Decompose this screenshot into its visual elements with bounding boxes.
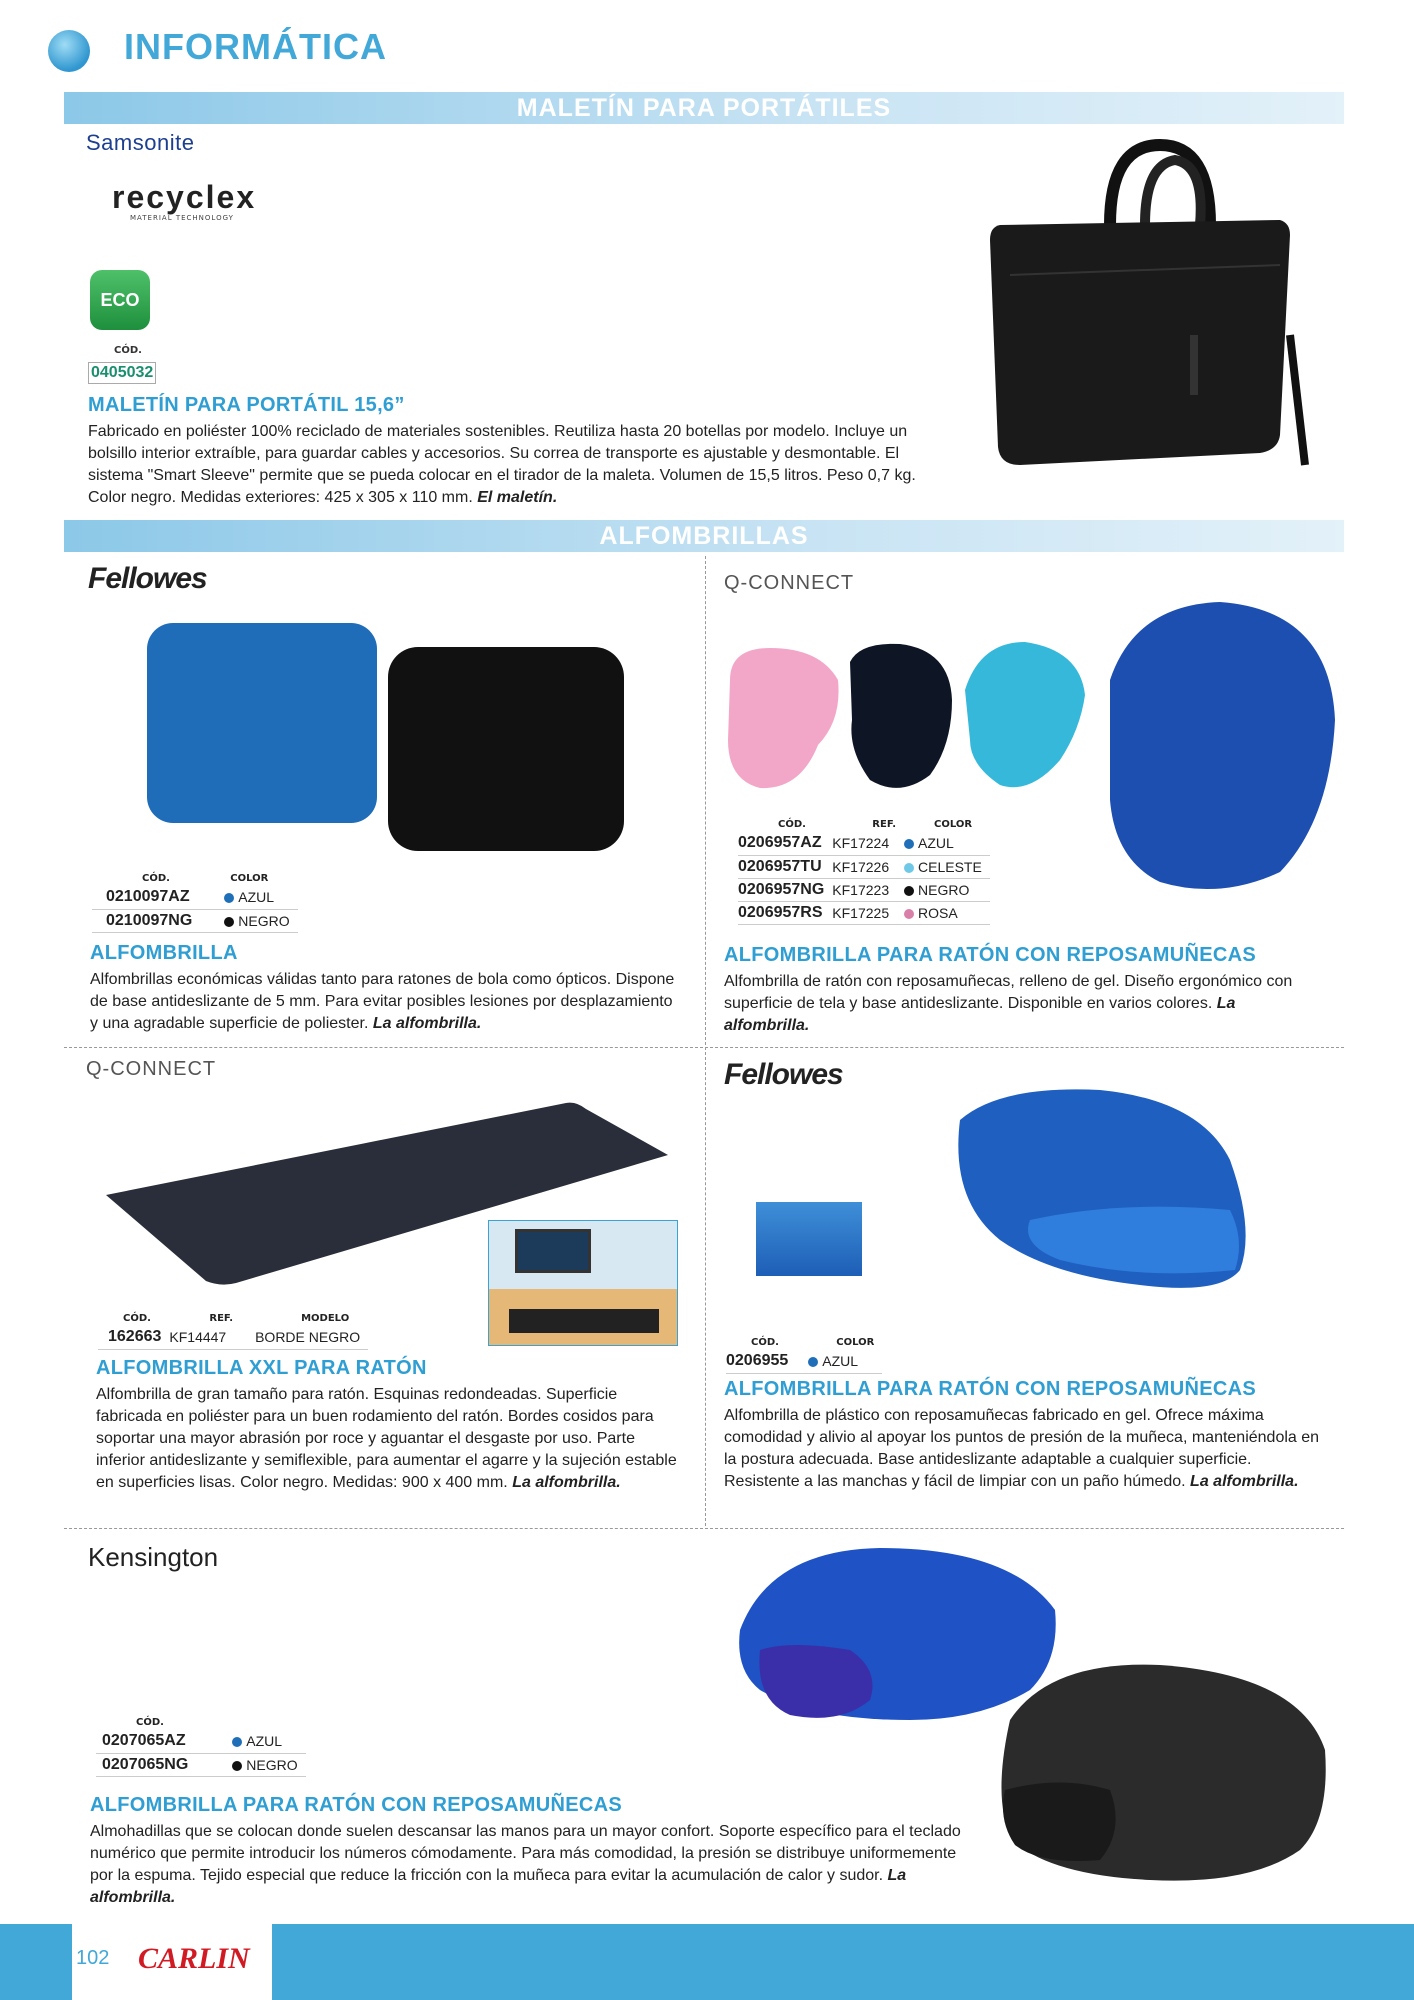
code-table: CÓD. REF. MODELO 162663 KF14447 BORDE NEGRO xyxy=(98,1306,368,1350)
gel-pad-image xyxy=(940,1080,1260,1300)
product-title: MALETÍN PARA PORTÁTIL 15,6” xyxy=(88,394,405,416)
grid-divider-vertical xyxy=(705,556,706,1526)
grid-divider-1 xyxy=(64,1047,1344,1048)
code-table: CÓD. COLOR 0210097AZ AZUL 0210097NG NEGRO xyxy=(92,866,298,933)
qconnect-logo: Q-CONNECT xyxy=(724,572,855,594)
product-description: Alfombrilla de gran tamaño para ratón. Esquinas redondeadas. Superficie fabricada en poliéster para un buen rodamiento del ratón. Bordes cosidos para soportar una mayor abrasión por roce y aguantar el desgaste por uso. Parte inferior antideslizante y semiflexible, para aumentar el agarre y la sujeción estable en superficies lisas. Color negro. Medidas: 900 x 400 mm. La alfombrilla. xyxy=(96,1386,677,1491)
section-band-bag: MALETÍN PARA PORTÁTILES xyxy=(64,92,1344,124)
color-dot xyxy=(232,1737,242,1747)
product-description: Almohadillas que se colocan donde suelen descansar las manos para un mayor confort. Soporte específico para el teclado numérico que permite introducir los números cómodamente. Para más comodidad, la presión se distribuye uniformemente por la espuma. Tejido especial que reduce la fricción con la muñeca para evitar la acumulación de calor y sudor. La alfombrilla. xyxy=(90,1823,961,1906)
code-table: CÓD. REF. COLOR 0206957AZ KF17224 AZUL 0206957TU KF17226 CELESTE 0206957NG KF17223 NEGRO 0206957RS KF17225 ROSA xyxy=(738,812,990,925)
code-table: CÓD. 0207065AZ AZUL 0207065NG NEGRO xyxy=(96,1710,306,1777)
product-title: ALFOMBRILLA PARA RATÓN CON REPOSAMUÑECAS xyxy=(724,944,1256,966)
page-number: 102 xyxy=(76,1947,110,1969)
section-icon xyxy=(48,30,90,72)
product-description: Alfombrilla de ratón con reposamuñecas, relleno de gel. Diseño ergonómico con superficie de tela y base antideslizante. Disponible en varios colores. La alfombrilla. xyxy=(724,973,1293,1034)
product-title: ALFOMBRILLA xyxy=(90,942,238,964)
laptop-bag-image xyxy=(960,135,1320,505)
color-dot xyxy=(224,917,234,927)
code-table: CÓD. COLOR 0206955 AZUL xyxy=(726,1330,882,1374)
product-code: 0405032 xyxy=(88,362,156,384)
product-title: ALFOMBRILLA XXL PARA RATÓN xyxy=(96,1357,427,1379)
color-dot xyxy=(904,863,914,873)
code-label: CÓD. xyxy=(114,345,142,356)
kensington-logo: Kensington xyxy=(88,1542,219,1572)
gel-detail-image xyxy=(756,1202,862,1276)
pad-blue-image xyxy=(147,623,377,823)
product-description: Fabricado en poliéster 100% reciclado de materiales sostenibles. Reutiliza hasta 20 botellas por modelo. Incluye un bolsillo interior extraíble, para guardar cables y accesorios. Su correa de transporte es ajustable y desmontable. El sistema "Smart Sleeve" permite que se pueda colocar en el tirador de la maleta. Volumen de 15,5 litros. Peso 0,7 kg. Color negro. Medidas exteriores: 425 x 305 x 110 mm. El maletín. xyxy=(88,423,916,506)
product-description: Alfombrilla de plástico con reposamuñecas fabricado en gel. Ofrece máxima comodidad y alivio al apoyar los puntos de presión de la muñeca, manteniéndola en la postura adecuada. Base antideslizante adaptable a cualquier superficie. Resistente a las manchas y fácil de limpiar con un paño húmedo. La alfombrilla. xyxy=(724,1407,1320,1490)
recyclex-badge: recyclex MATERIAL TECHNOLOGY xyxy=(112,179,257,222)
product-description: Alfombrillas económicas válidas tanto para ratones de bola como ópticos. Dispone de base antideslizante de 5 mm. Para evitar posibles lesiones por desplazamiento y una agradable superficie de poliester. La alfombrilla. xyxy=(90,971,675,1032)
fellowes-logo: Fellowes xyxy=(88,562,207,595)
color-dot xyxy=(904,886,914,896)
eco-badge: ECO xyxy=(90,270,150,330)
color-dot xyxy=(224,893,234,903)
section-band-pads: ALFOMBRILLAS xyxy=(64,520,1344,552)
page-title: INFORMÁTICA xyxy=(124,26,387,67)
color-dot xyxy=(904,839,914,849)
desk-photo-image xyxy=(488,1220,678,1346)
grid-divider-2 xyxy=(64,1528,1344,1529)
fellowes-logo: Fellowes xyxy=(724,1058,843,1091)
color-dot xyxy=(904,909,914,919)
carlin-logo: CARLIN xyxy=(138,1942,250,1975)
pad-black-image xyxy=(388,647,624,851)
product-title: ALFOMBRILLA PARA RATÓN CON REPOSAMUÑECAS xyxy=(90,1794,622,1816)
color-dot xyxy=(808,1357,818,1367)
color-dot xyxy=(232,1761,242,1771)
qconnect-logo: Q-CONNECT xyxy=(86,1058,217,1080)
samsonite-logo: Samsonite xyxy=(86,130,195,155)
product-title: ALFOMBRILLA PARA RATÓN CON REPOSAMUÑECAS xyxy=(724,1378,1256,1400)
